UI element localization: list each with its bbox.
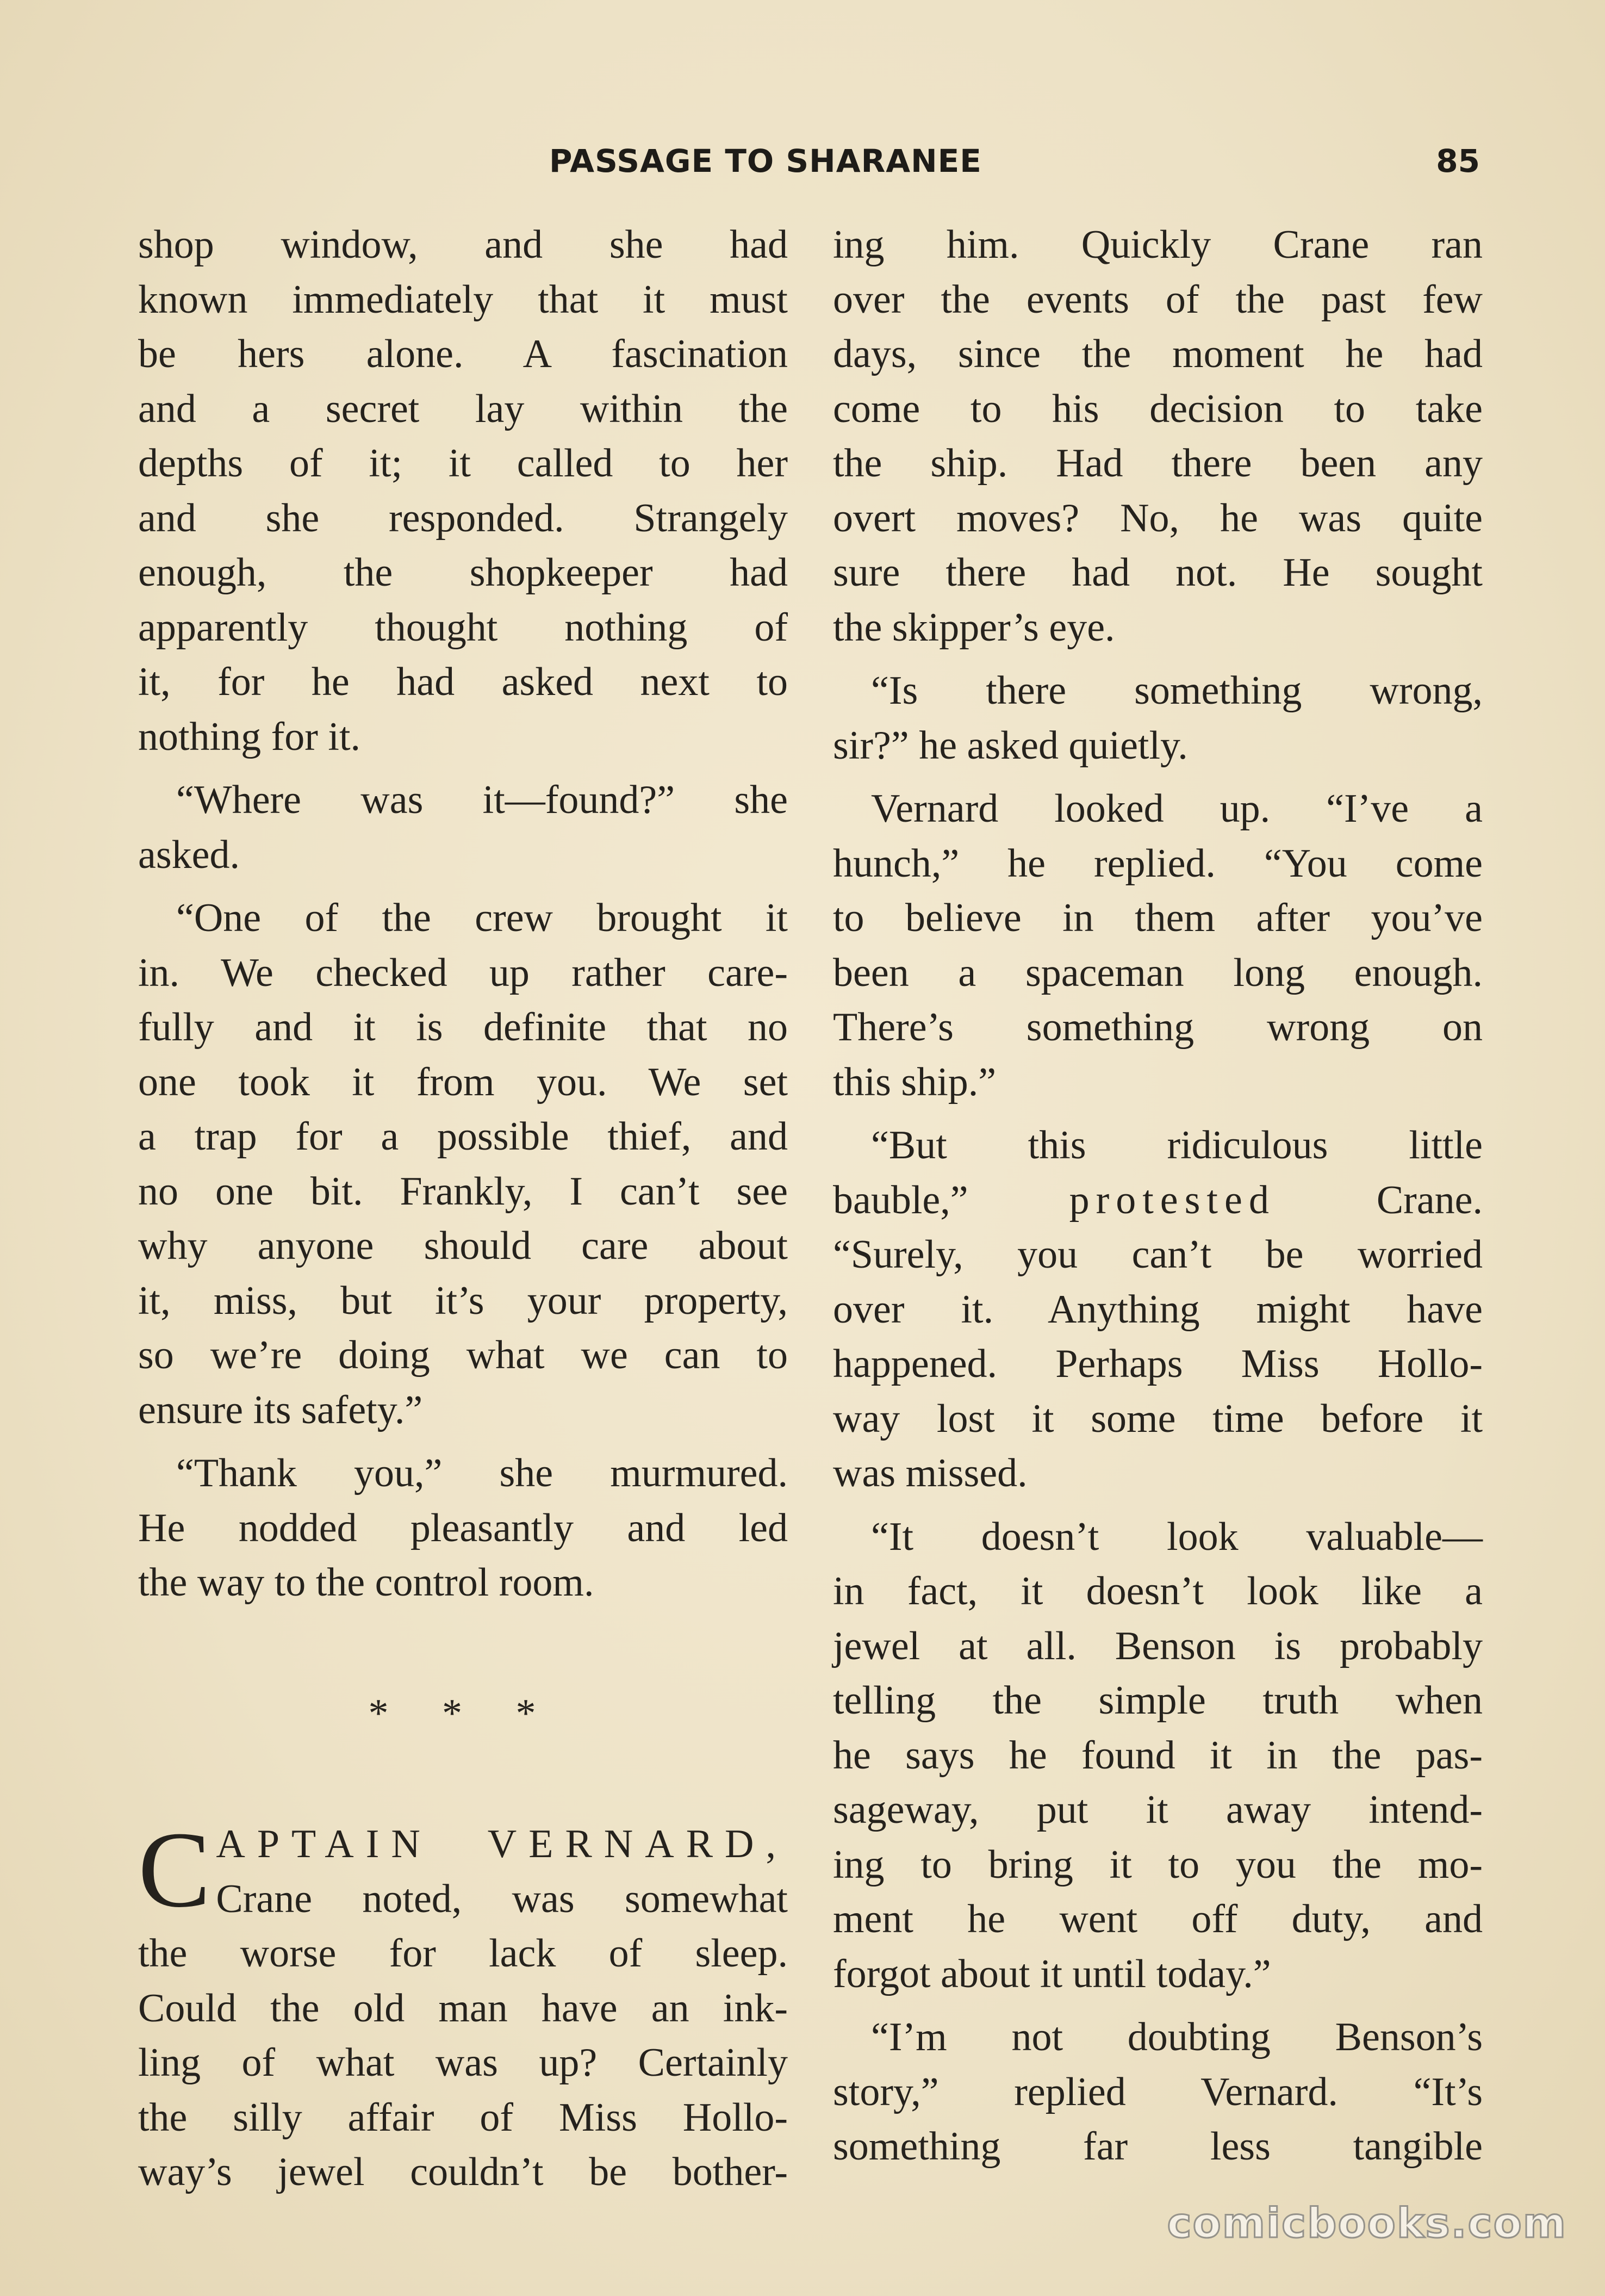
text-line: something far less tangible [833, 2124, 1483, 2169]
text-line: ing him. Quickly Crane ran [833, 222, 1483, 267]
text-line: jewel at all. Benson is probably [833, 1623, 1483, 1668]
text-line: fully and it is definite that no [138, 1005, 788, 1050]
paragraph [138, 773, 788, 882]
text-line: over it. Anything might have [833, 1287, 1483, 1332]
text-line: forgot about it until today.” [833, 1951, 1271, 1996]
text-line: “Is there something wrong, [871, 668, 1483, 713]
text-line: There’s something wrong on [833, 1005, 1483, 1050]
text-line: come to his decision to take [833, 386, 1483, 431]
text-line: apparently thought nothing of [138, 605, 788, 650]
paragraph [833, 1510, 1483, 2002]
paragraph [833, 781, 1483, 1109]
spaced-word: protested [1069, 1177, 1276, 1223]
text-line: one took it from you. We set [138, 1059, 788, 1104]
text-line: a trap for a possible thief, and [138, 1114, 788, 1159]
text-line: the worse for lack of sleep. [138, 1931, 788, 1976]
text-line: in. We checked up rather care- [138, 950, 788, 995]
text-line: sageway, put it away intend- [833, 1788, 1483, 1832]
paragraph [833, 663, 1483, 773]
text-line: ing to bring it to you the mo- [833, 1842, 1483, 1887]
text-line: nothing for it. [138, 714, 361, 759]
text-line: Could the old man have an ink- [138, 1985, 788, 2031]
text-line: shop window, and she had [138, 222, 788, 267]
text-line: hunch,” he replied. “You come [833, 841, 1483, 886]
text-line: was missed. [833, 1451, 1028, 1495]
text-line: the skipper’s eye. [833, 605, 1115, 650]
text-line: this ship.” [833, 1059, 997, 1104]
paragraph [833, 218, 1483, 655]
text-line: ment he went off duty, and [833, 1897, 1483, 1941]
text-line: he says he found it in the pas- [833, 1733, 1483, 1778]
text-line: and she responded. Strangely [138, 495, 788, 541]
text-line: been a spaceman long enough. [833, 950, 1483, 995]
text-line: overt moves? No, he was quite [833, 495, 1483, 541]
text-line: way’s jewel couldn’t be bother- [138, 2150, 788, 2194]
text-line: it, miss, but it’s your property, [138, 1278, 788, 1323]
text-line: be hers alone. A fascination [138, 332, 788, 376]
text-line: Vernard looked up. “I’ve a [871, 786, 1483, 831]
left-text-column [138, 218, 788, 2208]
text-line: APTAIN VERNARD, [216, 1822, 788, 1866]
text-line: over the events of the past few [833, 277, 1483, 322]
paragraph [138, 1446, 788, 1610]
section-break: * * * [368, 1691, 558, 1736]
text-line: “But this ridiculous little [871, 1123, 1483, 1168]
paragraph [138, 218, 788, 764]
text-line: enough, the shopkeeper had [138, 550, 788, 595]
text-line: “Where was it—found?” she [176, 778, 788, 822]
running-title: PASSAGE TO SHARANEE [549, 142, 982, 179]
text-line: sir?” he asked quietly. [833, 723, 1188, 768]
text-line: it, for he had asked next to [138, 660, 788, 704]
text-line: ensure its safety.” [138, 1387, 423, 1432]
text-line: sure there had not. He sought [833, 550, 1483, 595]
text-line: Crane noted, was somewhat [216, 1876, 788, 1921]
page-number: 85 [1436, 142, 1480, 179]
text-fragment: Crane. [1376, 1177, 1483, 1223]
text-line: ling of what was up? Certainly [138, 2040, 788, 2085]
text-fragment: bauble,” [833, 1177, 968, 1223]
text-line: way lost it some time before it [833, 1396, 1483, 1441]
right-text-column [833, 218, 1483, 2183]
text-line: happened. Perhaps Miss Hollo- [833, 1342, 1483, 1386]
paragraph [833, 1118, 1483, 1501]
text-line: “Surely, you can’t be worried [833, 1232, 1483, 1277]
text-line: depths of it; it called to her [138, 441, 788, 486]
paragraph-dropcap [138, 1810, 788, 2200]
text-line: “One of the crew brought it [176, 896, 788, 940]
paragraph [833, 2010, 1483, 2174]
text-line: known immediately that it must [138, 277, 788, 322]
text-line: “It doesn’t look valuable— [871, 1514, 1483, 1559]
text-line: asked. [138, 832, 240, 877]
text-line: so we’re doing what we can to [138, 1333, 788, 1377]
text-line: in fact, it doesn’t look like a [833, 1569, 1483, 1614]
text-line: “I’m not doubting Benson’s [871, 2015, 1483, 2059]
drop-cap: C [138, 1810, 211, 1930]
text-line: story,” replied Vernard. “It’s [833, 2069, 1483, 2114]
text-line: the way to the control room. [138, 1560, 594, 1605]
watermark-logo: comicbooks.com [1167, 2199, 1567, 2247]
text-line: He nodded pleasantly and led [138, 1505, 788, 1550]
text-line: the ship. Had there been any [833, 441, 1483, 486]
text-line [833, 1173, 1483, 1228]
text-line: to believe in them after you’ve [833, 896, 1483, 940]
text-line: and a secret lay within the [138, 386, 788, 431]
text-line: telling the simple truth when [833, 1678, 1483, 1723]
text-line: “Thank you,” she murmured. [176, 1451, 788, 1495]
text-line: why anyone should care about [138, 1224, 788, 1268]
paragraph [138, 891, 788, 1437]
text-line: days, since the moment he had [833, 332, 1483, 376]
text-line: no one bit. Frankly, I can’t see [138, 1169, 788, 1214]
text-line: the silly affair of Miss Hollo- [138, 2095, 788, 2140]
